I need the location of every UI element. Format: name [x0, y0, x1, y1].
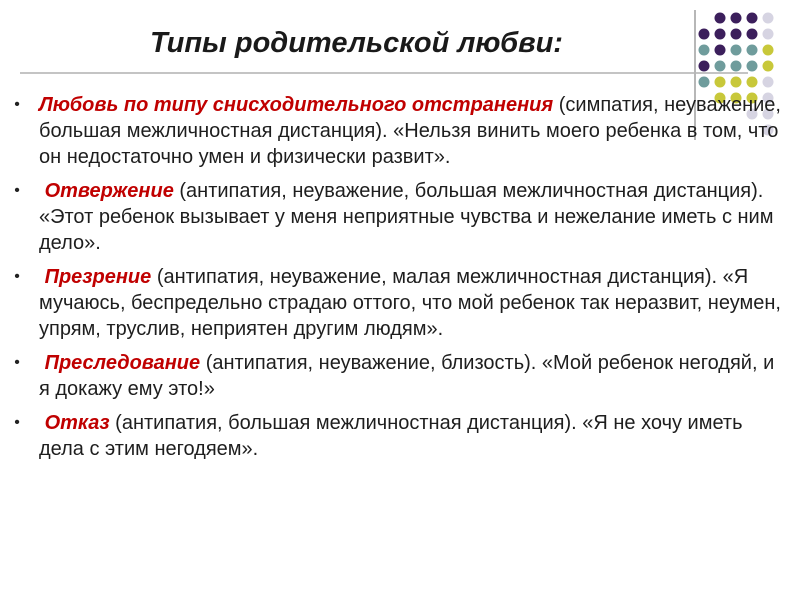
list-item [10, 264, 785, 342]
bullet-icon: • [14, 96, 20, 113]
decorative-dot [747, 29, 758, 40]
item-term: Преследование [44, 352, 201, 374]
item-text: (антипатия, неуважение, большая межличностная дистанция). «Этот ребенок вызывает у меня неприятные чувства и нежелание иметь с ним дело». [39, 180, 774, 254]
bullet-list [10, 92, 785, 470]
decorative-dot [699, 45, 710, 56]
decorative-dot [731, 77, 742, 88]
decorative-dot [747, 13, 758, 24]
decorative-dot [763, 29, 774, 40]
item-term: Любовь по типу снисходительного отстранения [39, 94, 554, 116]
decorative-dot [763, 45, 774, 56]
decorative-dot [763, 61, 774, 72]
list-item [10, 178, 785, 256]
decorative-dot [699, 61, 710, 72]
decorative-dot [715, 61, 726, 72]
list-item [10, 92, 785, 170]
item-text: (антипатия, неуважение, малая межличностная дистанция). «Я мучаюсь, беспредельно страдаю оттого, что мой ребенок так неразвит, неумен, упрям, труслив, неприятен другим людям». [39, 266, 781, 340]
decorative-dot [731, 61, 742, 72]
decorative-dot [715, 13, 726, 24]
decorative-dot [763, 77, 774, 88]
item-text: (антипатия, неуважение, близость). «Мой ребенок негодяй, и я докажу ему это!» [39, 352, 775, 400]
item-term: Отказ [44, 412, 110, 434]
decorative-dot [747, 45, 758, 56]
decorative-dot [731, 29, 742, 40]
decorative-dot [699, 29, 710, 40]
item-term: Отвержение [44, 180, 174, 202]
list-item [10, 410, 785, 462]
list-item [10, 350, 785, 402]
decorative-dot [699, 77, 710, 88]
bullet-icon: • [14, 268, 20, 285]
decorative-dot [763, 13, 774, 24]
decorative-dot [731, 45, 742, 56]
item-term: Презрение [44, 266, 152, 288]
slide-title: Типы родительской любви: [150, 27, 563, 59]
decorative-dot [731, 13, 742, 24]
bullet-icon: • [14, 414, 20, 431]
decorative-dot [715, 45, 726, 56]
decorative-dot [715, 77, 726, 88]
bullet-icon: • [14, 182, 20, 199]
decorative-dot [715, 29, 726, 40]
decorative-dot [747, 77, 758, 88]
bullet-icon: • [14, 354, 20, 371]
item-text: (антипатия, большая межличностная дистанция). «Я не хочу иметь дела с этим негодяем». [39, 412, 743, 460]
decorative-dot [747, 61, 758, 72]
item-text: (симпатия, неуважение, большая межличностная дистанция). «Нельзя винить моего ребенка в том, что он недостаточно умен и физически развит». [39, 94, 781, 168]
